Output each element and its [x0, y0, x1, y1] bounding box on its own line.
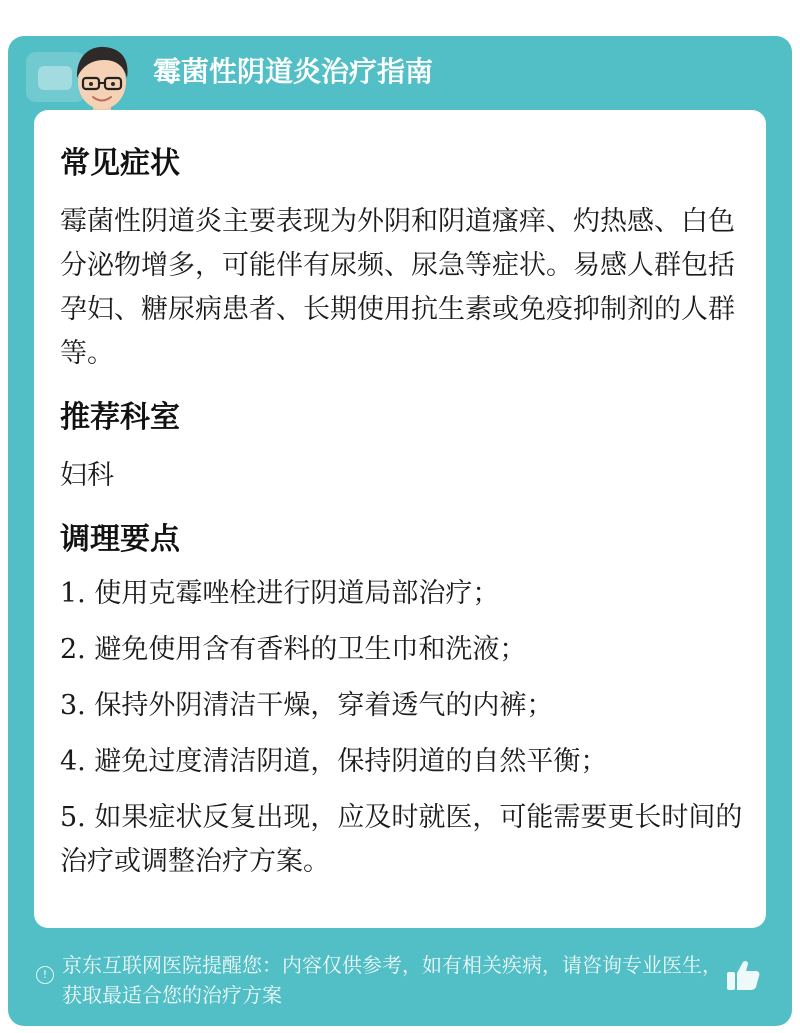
- department-title: 推荐科室: [60, 400, 180, 435]
- list-item: 5. 如果症状反复出现，应及时就医，可能需要更长时间的治疗或调整治疗方案。: [60, 802, 743, 877]
- care-list: [60, 572, 750, 896]
- info-icon: !: [36, 966, 54, 984]
- content-panel: [34, 110, 766, 928]
- list-item: 1. 使用克霉唑栓进行阴道局部治疗；: [60, 578, 500, 609]
- care-title: 调理要点: [60, 522, 180, 557]
- list-item: 3. 保持外阴清洁干燥，穿着透气的内裤；: [60, 690, 554, 721]
- symptoms-body: 霉菌性阴道炎主要表现为外阴和阴道瘙痒、灼热感、白色分泌物增多，可能伴有尿频、尿急等症状。易感人群包括孕妇、糖尿病患者、长期使用抗生素或免疫抑制剂的人群等。: [60, 206, 735, 369]
- disclaimer-text: 京东互联网医院提醒您：内容仅供参考，如有相关疾病，请咨询专业医生，获取最适合您的治疗方案: [62, 953, 722, 1007]
- page-title: 霉菌性阴道炎治疗指南: [153, 55, 434, 88]
- thumbs-up-icon[interactable]: [724, 956, 762, 994]
- department-body: 妇科: [60, 460, 114, 491]
- list-item: 4. 避免过度清洁阴道，保持阴道的自然平衡；: [60, 746, 608, 777]
- guide-card: [8, 36, 792, 1026]
- disclaimer-footer: [8, 942, 792, 1026]
- symptoms-title: 常见症状: [60, 146, 180, 181]
- list-item: 2. 避免使用含有香料的卫生巾和洗液；: [60, 634, 527, 665]
